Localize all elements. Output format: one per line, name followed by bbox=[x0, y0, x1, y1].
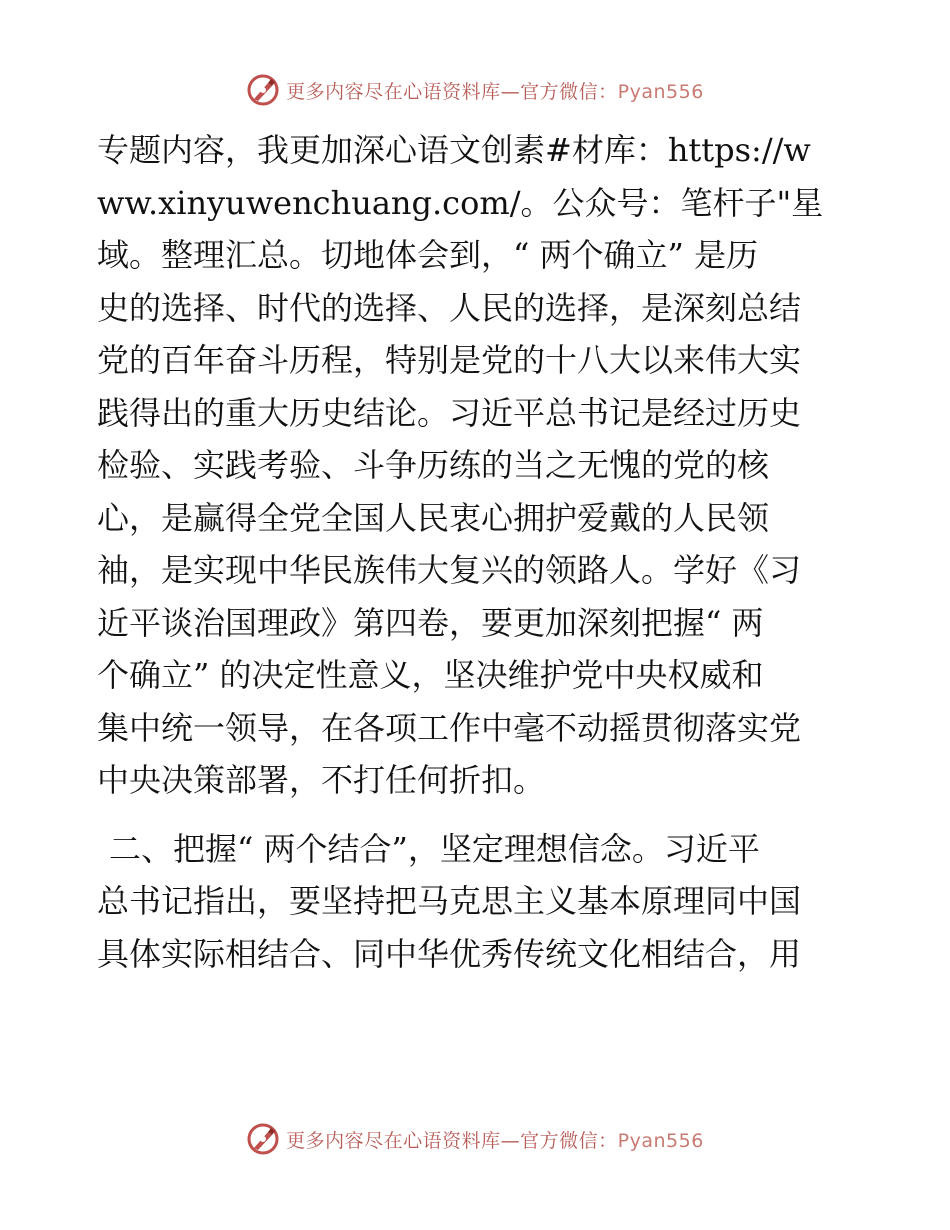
text-line: 心，是赢得全党全国人民衷心拥护爱戴的人民领 bbox=[97, 498, 770, 537]
text-line: 二、把握“ 两个结合”，坚定理想信念。习近平 bbox=[109, 829, 760, 868]
paragraph-1 bbox=[97, 124, 857, 807]
text-line: 史的选择、时代的选择、人民的选择，是深刻总结 bbox=[97, 288, 802, 327]
header-banner-text: 更多内容尽在心语资料库—官方微信：Pyan556 bbox=[286, 80, 704, 103]
text-line: 袖，是实现中华民族伟大复兴的领路人。学好《习 bbox=[97, 551, 802, 589]
text-line: 检验、实践考验、斗争历练的当之无愧的党的核 bbox=[97, 446, 770, 484]
text-line: 总书记指出，要坚持把马克思主义基本原理同中国 bbox=[97, 882, 802, 920]
header-wechat-id: Pyan556 bbox=[617, 80, 704, 103]
text-line: 践得出的重大历史结论。习近平总书记是经过历史 bbox=[97, 393, 802, 432]
footer-banner bbox=[0, 1119, 950, 1159]
text-line: 集中统一领导，在各项工作中毫不动摇贯彻落实党 bbox=[97, 708, 802, 747]
text-line: 域。整理汇总。切地体会到，“ 两个确立” 是历 bbox=[97, 236, 759, 274]
text-line: 专题内容，我更加深心语文创素#材库：https://w bbox=[97, 131, 811, 169]
text-line: 中央决策部署，不打任何折扣。 bbox=[97, 761, 546, 799]
text-line: ww.xinyuwenchuang.com/。公众号：笔杆子"星 bbox=[97, 183, 824, 222]
footer-banner-text: 更多内容尽在心语资料库—官方微信：Pyan556 bbox=[286, 1129, 704, 1152]
header-banner-content bbox=[246, 73, 704, 107]
text-line: 近平谈治国理政》第四卷，要更加深刻把握“ 两 bbox=[97, 603, 764, 642]
text-line: 党的百年奋斗历程，特别是党的十八大以来伟大实 bbox=[97, 341, 802, 379]
footer-banner-content bbox=[246, 1122, 704, 1156]
paragraph-2 bbox=[97, 823, 857, 981]
text-line: 个确立” 的决定性意义，坚决维护党中央权威和 bbox=[97, 656, 764, 694]
header-banner bbox=[0, 70, 950, 110]
footer-wechat-id: Pyan556 bbox=[617, 1129, 704, 1152]
pen-logo-icon bbox=[246, 73, 280, 107]
article-body bbox=[97, 124, 857, 980]
pen-logo-icon bbox=[246, 1122, 280, 1156]
text-line: 具体实际相结合、同中华优秀传统文化相结合，用 bbox=[97, 934, 802, 973]
paragraph-spacer bbox=[97, 807, 857, 823]
